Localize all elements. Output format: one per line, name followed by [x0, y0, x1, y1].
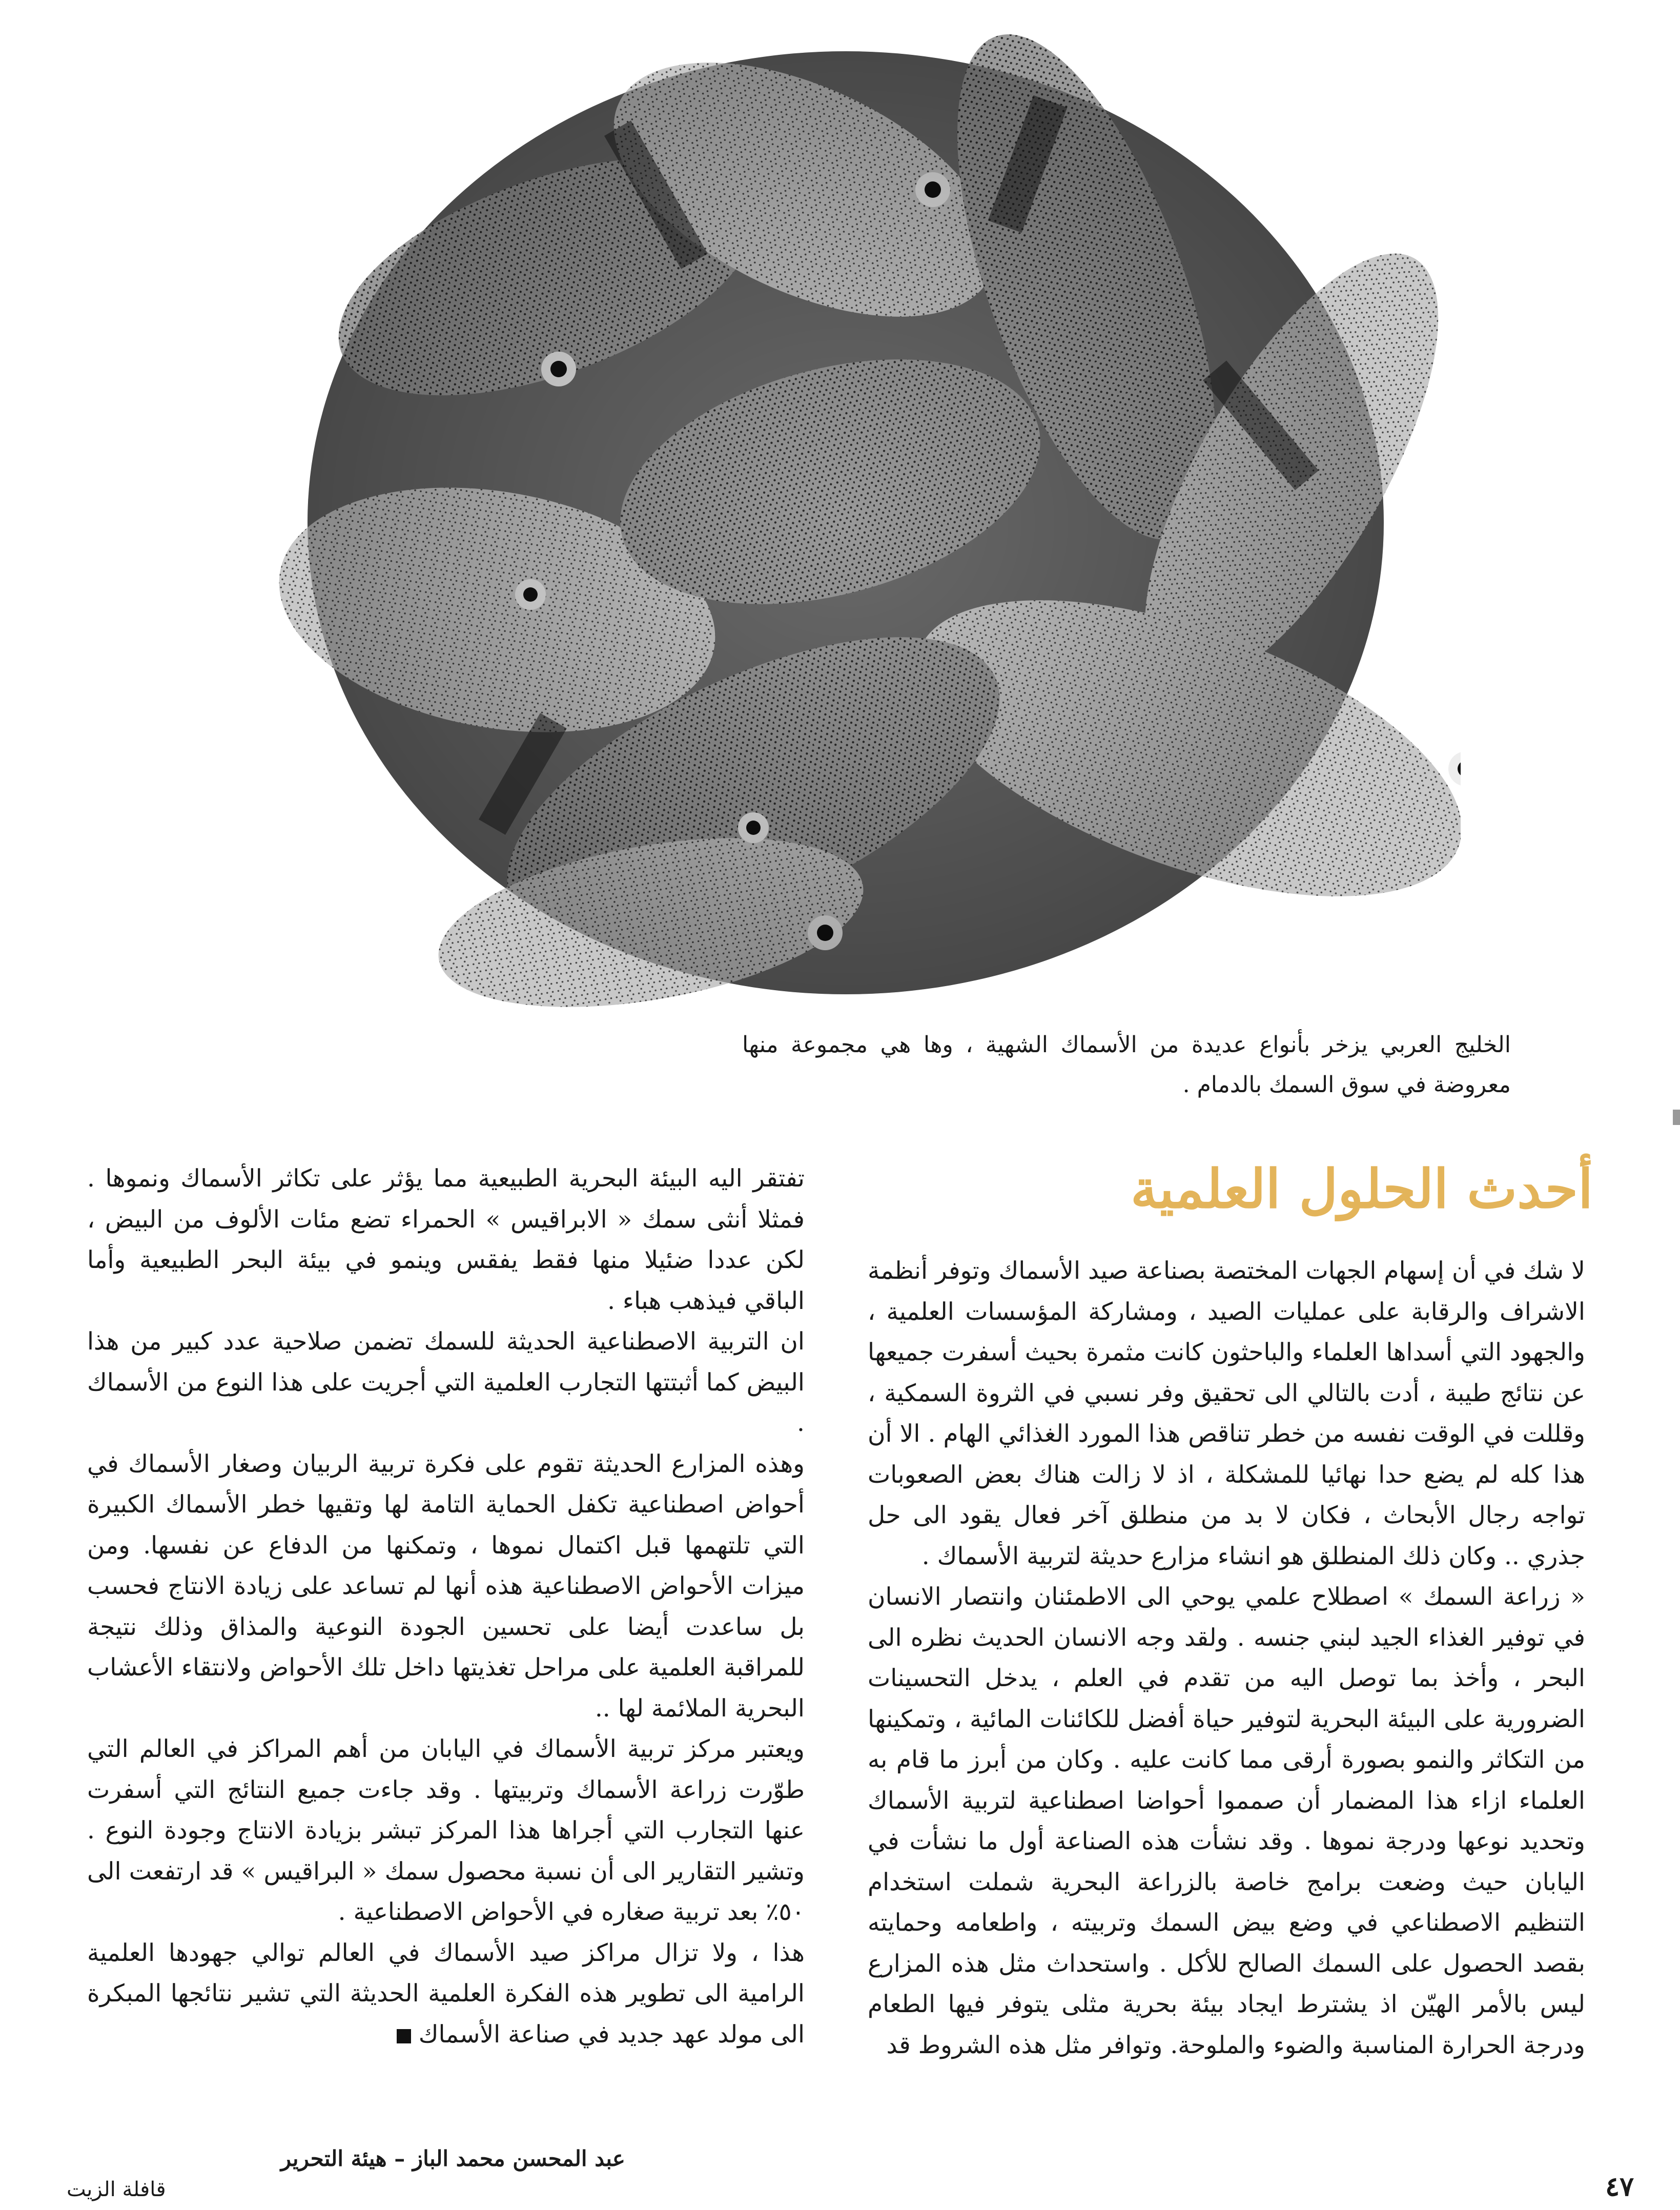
paragraph — [87, 1933, 805, 2055]
byline: عبد المحسن محمد الباز – هيئة التحرير — [280, 2146, 625, 2171]
magazine-name: قافلة الزيت — [67, 2178, 166, 2201]
paragraph: ان التربية الاصطناعية الحديثة للسمك تضمن صلاحية عدد كبير من هذا البيض كما أثبتتها التجارب العلمية التي أجريت على هذا النوع من الأسماك . — [87, 1327, 805, 1437]
article-column-left — [87, 1158, 805, 2055]
article-heading: أحدث الحلول العلمية — [1131, 1157, 1593, 1220]
article-column-right — [868, 1251, 1585, 2065]
fish-photo — [241, 21, 1461, 1025]
paragraph: لا شك في أن إسهام الجهات المختصة بصناعة صيد الأسماك وتوفر أنظمة الاشراف والرقابة على عمليات الصيد ، ومشاركة المؤسسات العلمية ، والجهود التي أسداها العلماء والباحثون كانت مثمرة بحيث أسفرت جميعها عن نتائج طيبة ، أدت بالتالي الى تحقيق وفر نسبي في الثروة السمكية ، وقللت في الوقت نفسه من خطر تناقص هذا المورد الغذائي الهام . الا أن هذا كله لم يضع حدا نهائيا للمشكلة ، اذ لا زالت هناك بعض الصعوبات تواجه رجال الأبحاث ، فكان لا بد من منطلق آخر فعال يقود الى حل جذري .. وكان ذلك المنطلق هو انشاء مزارع حديثة لتربية الأسماك . — [868, 1257, 1585, 1570]
paragraph-text: هذا ، ولا تزال مراكز صيد الأسماك في العالم توالي جهودها العلمية الرامية الى تطوير هذه الفكرة العلمية الحديثة التي تشير نتائجها المبكرة الى مولد عهد جديد في صناعة الأسماك — [87, 1938, 805, 2049]
page-number: ٤٧ — [1605, 2171, 1634, 2202]
paragraph: تفتقر اليه البيئة البحرية الطبيعية مما يؤثر على تكاثر الأسماك ونموها . فمثلا أنثى سمك « الابراقيس » الحمراء تضع مئات الألوف من البيض ، لكن عددا ضئيلا منها فقط يفقس وينمو في بيئة البحر الطبيعية وأما الباقي فيذهب هباء . — [87, 1164, 805, 1315]
margin-mark — [1673, 1110, 1680, 1125]
paragraph: « زراعة السمك » اصطلاح علمي يوحي الى الاطمئنان وانتصار الانسان في توفير الغذاء الجيد لبني جنسه . ولقد وجه الانسان الحديث نظره الى البحر ، وأخذ بما توصل اليه من تقدم في العلم ، يدخل التحسينات الضرورية على البيئة البحرية لتوفير حياة أفضل للكائنات المائية ، وتمكينها من التكاثر والنمو بصورة أرقى مما كانت عليه . وكان من أبرز ما قام به العلماء ازاء هذا المضمار أن صمموا أحواضا اصطناعية لتربية الأسماك وتحديد نوعها ودرجة نموها . وقد نشأت هذه الصناعة أول ما نشأت في اليابان حيث وضعت برامج خاصة بالزراعة البحرية شملت استخدام التنظيم الاصطناعي في وضع بيض السمك وتربيته ، واطعامه وحمايته بقصد الحصول على السمك الصالح للأكل . واستحداث مثل هذه المزارع ليس بالأمر الهيّن اذ يشترط ايجاد بيئة بحرية مثلى يتوفر فيها الطعام ودرجة الحرارة المناسبة والضوء والملوحة. وتوافر مثل هذه الشروط قد — [868, 1583, 1585, 2059]
photo-caption: الخليج العربي يزخر بأنواع عديدة من الأسماك الشهية ، وها هي مجموعة منها معروضة في سوق السمك بالدمام . — [742, 1032, 1511, 1098]
end-of-article-mark — [397, 2029, 411, 2043]
paragraph: ويعتبر مركز تربية الأسماك في اليابان من أهم المراكز في العالم التي طوّرت زراعة الأسماك وتربيتها . وقد جاءت جميع النتائج التي أسفرت عنها التجارب التي أجراها هذا المركز تبشر بزيادة الانتاج وجودة النوع . وتشير التقارير الى أن نسبة محصول سمك « البراقيس » قد ارتفعت الى ٥٠٪ بعد تربية صغاره في الأحواض الاصطناعية . — [87, 1735, 805, 1926]
paragraph: وهذه المزارع الحديثة تقوم على فكرة تربية الربيان وصغار الأسماك في أحواض اصطناعية تكفل الحماية التامة لها وتقيها خطر الأسماك الكبيرة التي تلتهمها قبل اكتمال نموها ، وتمكنها من الدفاع عن نفسها. ومن ميزات الأحواض الاصطناعية هذه أنها لم تساعد على زيادة الانتاج فحسب بل ساعدت أيضا على تحسين الجودة النوعية والمذاق وذلك نتيجة للمراقبة العلمية على مراحل تغذيتها داخل تلك الأحواض ولانتقاء الأعشاب البحرية الملائمة لها .. — [87, 1449, 805, 1723]
